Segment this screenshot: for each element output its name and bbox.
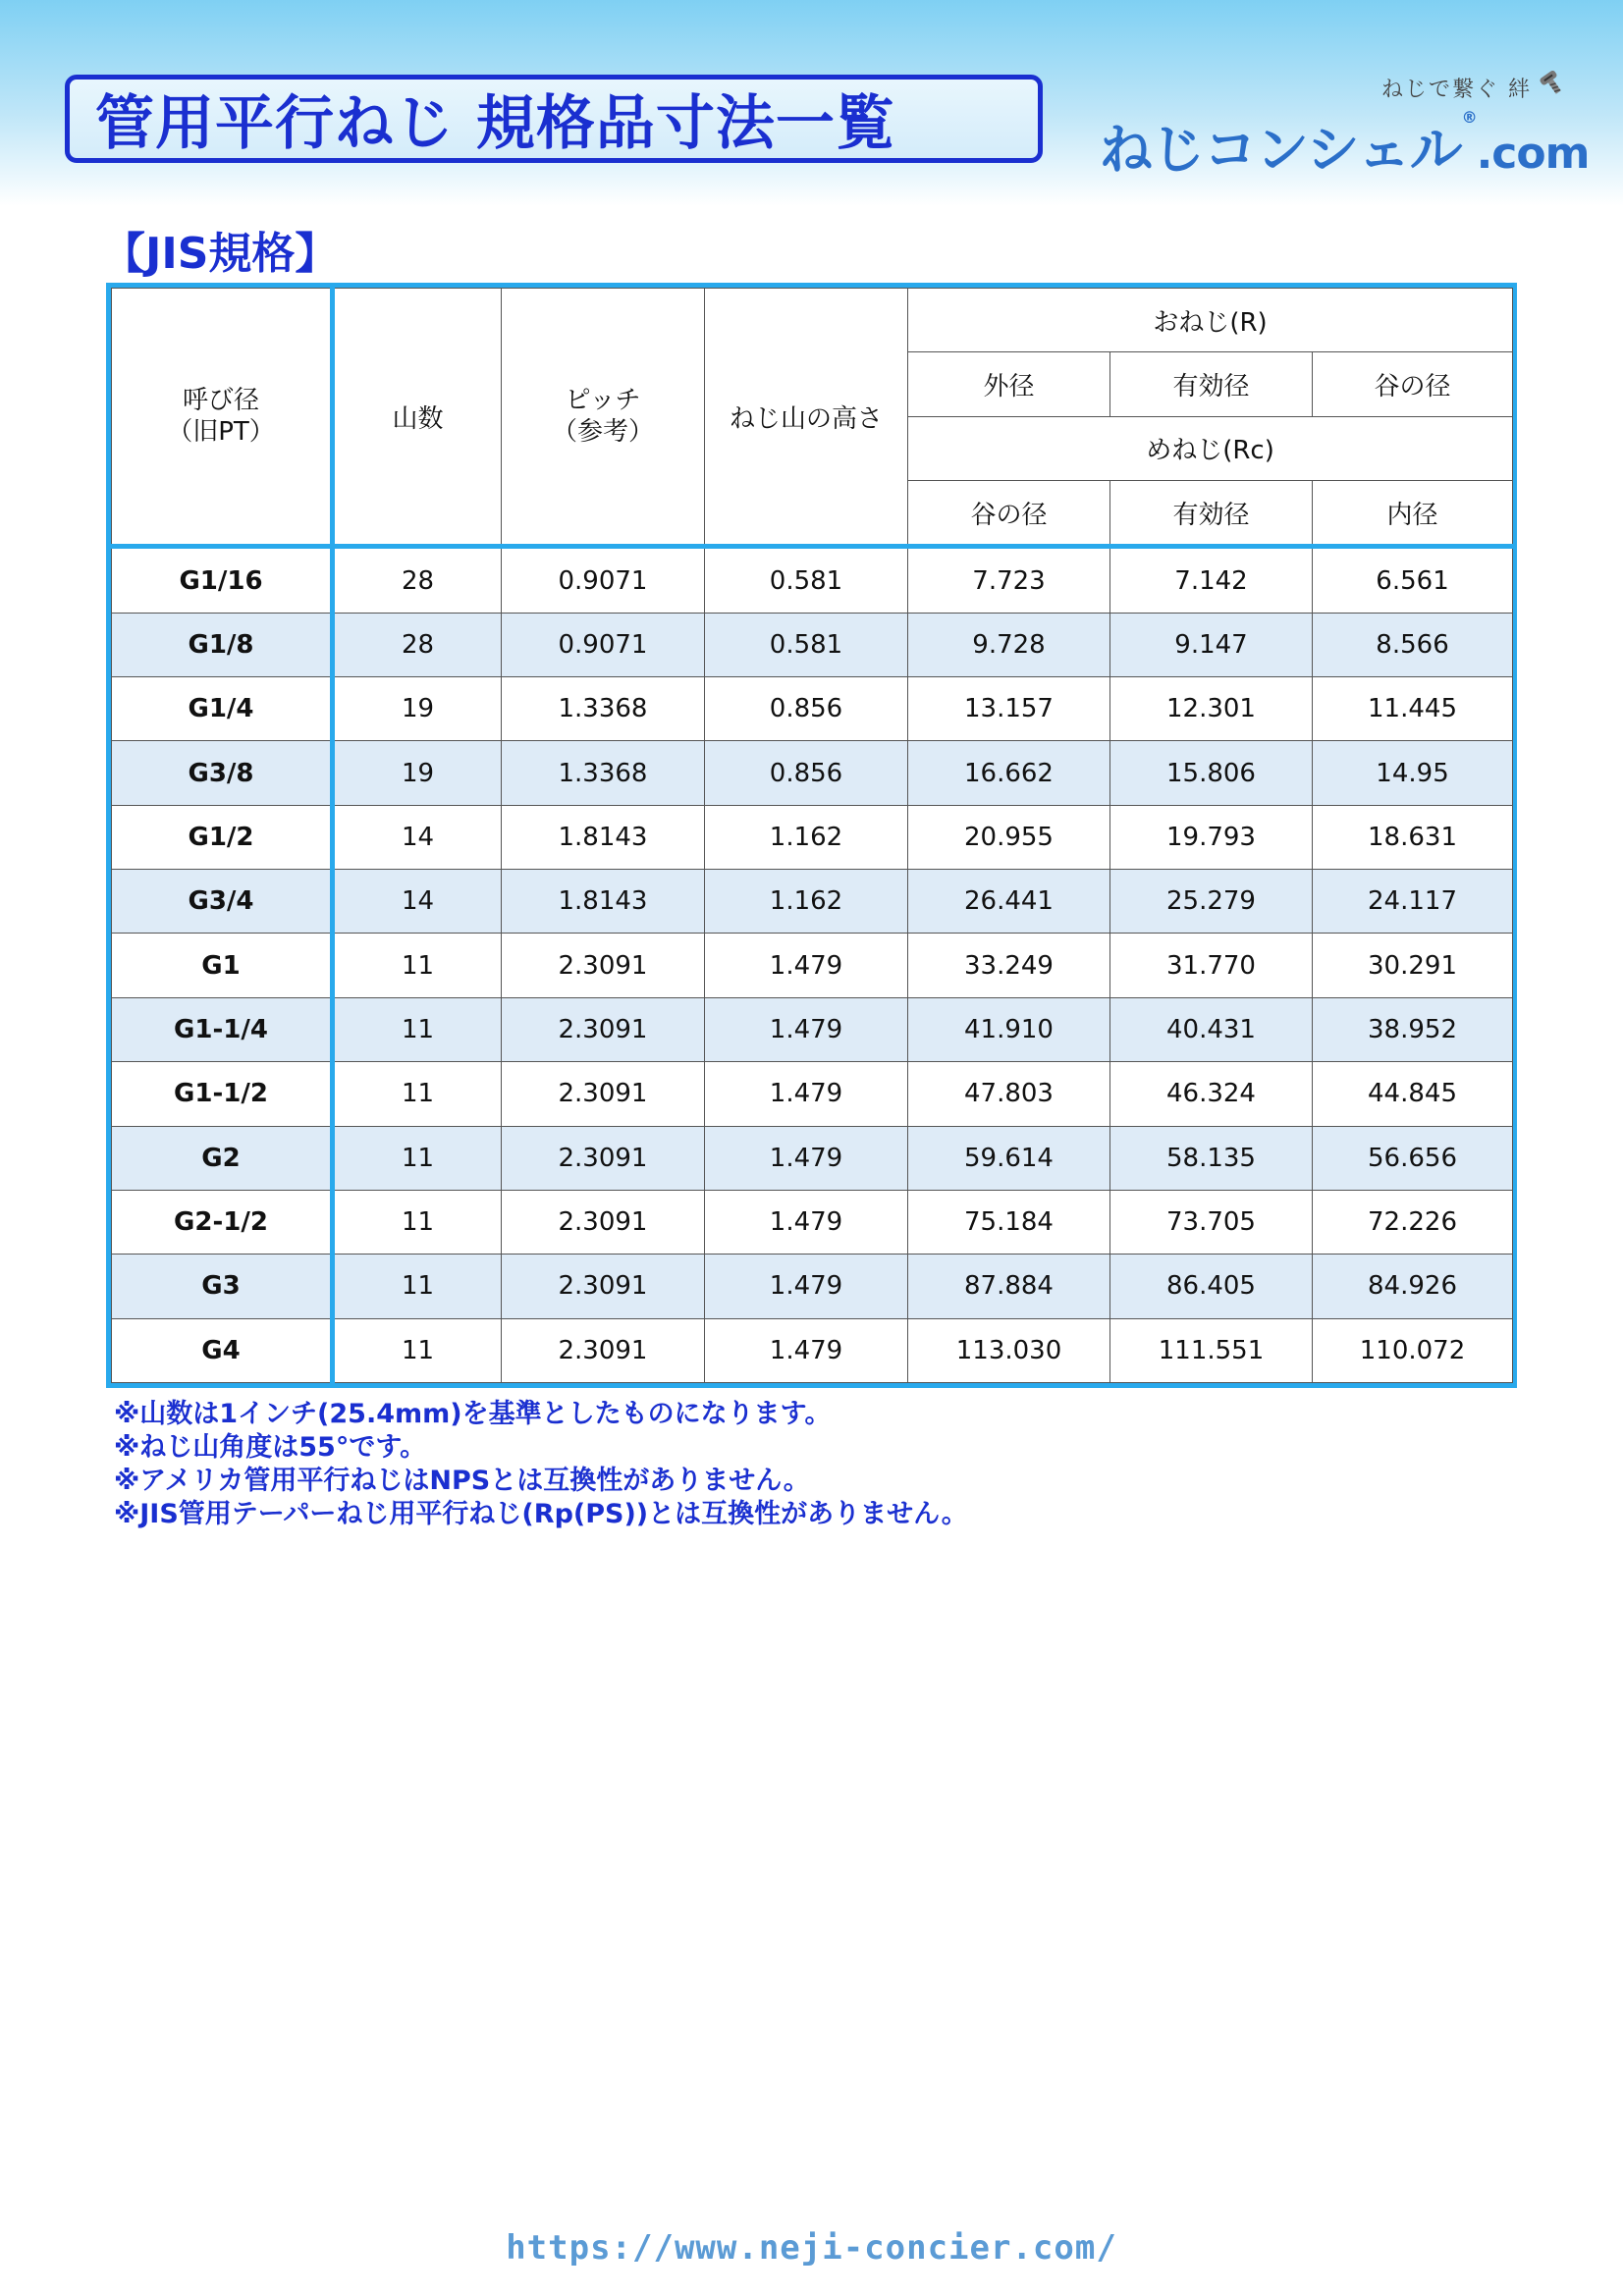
table-cell: 110.072 — [1313, 1318, 1513, 1382]
table-cell: 1.479 — [705, 1255, 908, 1318]
table-cell: 1.479 — [705, 1126, 908, 1190]
table-cell: 1.8143 — [502, 870, 705, 934]
table-cell: 20.955 — [908, 805, 1110, 869]
cell-nominal: G1 — [112, 934, 333, 997]
table-cell: 9.728 — [908, 613, 1110, 676]
table-cell: 44.845 — [1313, 1062, 1513, 1126]
table-cell: 47.803 — [908, 1062, 1110, 1126]
table-cell: 46.324 — [1110, 1062, 1313, 1126]
table-cell: 13.157 — [908, 677, 1110, 741]
table-row — [112, 613, 1513, 676]
spec-table — [111, 288, 1513, 1383]
table-row — [112, 1255, 1513, 1318]
cell-nominal: G3/8 — [112, 741, 333, 805]
table-cell: 24.117 — [1313, 870, 1513, 934]
table-cell: 38.952 — [1313, 997, 1513, 1061]
header-female-effective: 有効径 — [1110, 481, 1313, 547]
header-thread-height: ねじ山の高さ — [705, 289, 908, 547]
table-cell: 18.631 — [1313, 805, 1513, 869]
table-cell: 11 — [333, 1190, 502, 1254]
brand-logo-block[interactable] — [1100, 69, 1591, 181]
cell-nominal: G4 — [112, 1318, 333, 1382]
table-row — [112, 741, 1513, 805]
note-line: ※JIS管用テーパーねじ用平行ねじ(Rp(PS))とは互換性がありません。 — [114, 1499, 968, 1529]
table-row — [112, 677, 1513, 741]
table-cell: 1.162 — [705, 870, 908, 934]
table-cell: 28 — [333, 547, 502, 613]
table-cell: 72.226 — [1313, 1190, 1513, 1254]
table-cell: 33.249 — [908, 934, 1110, 997]
note-line: ※アメリカ管用平行ねじはNPSとは互換性がありません。 — [114, 1466, 810, 1496]
table-cell: 2.3091 — [502, 1062, 705, 1126]
table-cell: 56.656 — [1313, 1126, 1513, 1190]
table-cell: 2.3091 — [502, 1255, 705, 1318]
cell-nominal: G3 — [112, 1255, 333, 1318]
table-cell: 1.479 — [705, 1062, 908, 1126]
table-row — [112, 1190, 1513, 1254]
table-cell: 1.3368 — [502, 677, 705, 741]
table-cell: 2.3091 — [502, 1318, 705, 1382]
cell-nominal: G2 — [112, 1126, 333, 1190]
table-cell: 59.614 — [908, 1126, 1110, 1190]
table-cell: 1.479 — [705, 1318, 908, 1382]
cell-nominal: G1-1/2 — [112, 1062, 333, 1126]
table-cell: 26.441 — [908, 870, 1110, 934]
cell-nominal: G1/4 — [112, 677, 333, 741]
table-row — [112, 805, 1513, 869]
table-cell: 40.431 — [1110, 997, 1313, 1061]
table-cell: 1.162 — [705, 805, 908, 869]
table-cell: 2.3091 — [502, 1190, 705, 1254]
table-cell: 75.184 — [908, 1190, 1110, 1254]
header-male-root: 谷の径 — [1313, 352, 1513, 416]
header-threads: 山数 — [333, 289, 502, 547]
table-cell: 11 — [333, 997, 502, 1061]
table-cell: 14.95 — [1313, 741, 1513, 805]
table-cell: 19.793 — [1110, 805, 1313, 869]
table-cell: 15.806 — [1110, 741, 1313, 805]
brand-name — [1100, 108, 1589, 184]
header-male-group: おねじ(R) — [908, 289, 1513, 352]
table-row — [112, 1062, 1513, 1126]
table-cell: 11 — [333, 1126, 502, 1190]
registered-mark: ® — [1461, 108, 1477, 127]
table-cell: 1.8143 — [502, 805, 705, 869]
table-cell: 0.856 — [705, 741, 908, 805]
table-cell: 25.279 — [1110, 870, 1313, 934]
section-heading: 【JIS規格】 — [102, 229, 339, 279]
table-cell: 86.405 — [1110, 1255, 1313, 1318]
table-cell: 58.135 — [1110, 1126, 1313, 1190]
table-cell: 87.884 — [908, 1255, 1110, 1318]
table-cell: 2.3091 — [502, 1126, 705, 1190]
table-cell: 0.581 — [705, 613, 908, 676]
table-body — [112, 547, 1513, 1383]
table-cell: 0.9071 — [502, 547, 705, 613]
table-cell: 1.479 — [705, 1190, 908, 1254]
table-row — [112, 997, 1513, 1061]
table-cell: 1.479 — [705, 934, 908, 997]
table-row — [112, 934, 1513, 997]
cell-nominal: G1/16 — [112, 547, 333, 613]
table-cell: 113.030 — [908, 1318, 1110, 1382]
table-cell: 19 — [333, 677, 502, 741]
cell-nominal: G1-1/4 — [112, 997, 333, 1061]
title-box — [65, 75, 1043, 163]
header-male-outer: 外径 — [908, 352, 1110, 416]
table-cell: 11 — [333, 1318, 502, 1382]
brand-tagline: ねじで繋ぐ 絆 — [1381, 78, 1532, 102]
cell-nominal: G2-1/2 — [112, 1190, 333, 1254]
screw-icon — [1538, 69, 1567, 98]
cell-nominal: G1/2 — [112, 805, 333, 869]
notes — [114, 1398, 1390, 1531]
header-female-root: 谷の径 — [908, 481, 1110, 547]
header-nominal — [112, 289, 333, 547]
table-cell: 0.9071 — [502, 613, 705, 676]
brand-domain: .com — [1476, 129, 1590, 179]
header-male-effective: 有効径 — [1110, 352, 1313, 416]
table-cell: 19 — [333, 741, 502, 805]
table-cell: 73.705 — [1110, 1190, 1313, 1254]
table-cell: 8.566 — [1313, 613, 1513, 676]
table-cell: 31.770 — [1110, 934, 1313, 997]
table-cell: 11 — [333, 1255, 502, 1318]
table-row — [112, 547, 1513, 613]
table-cell: 11.445 — [1313, 677, 1513, 741]
header-pitch — [502, 289, 705, 547]
note-line: ※ねじ山角度は55°です。 — [114, 1432, 427, 1463]
table-cell: 7.142 — [1110, 547, 1313, 613]
table-cell: 84.926 — [1313, 1255, 1513, 1318]
table-cell: 12.301 — [1110, 677, 1313, 741]
table-cell: 11 — [333, 1062, 502, 1126]
table-cell: 2.3091 — [502, 997, 705, 1061]
page-title: 管用平行ねじ 規格品寸法一覧 — [95, 89, 895, 158]
table-cell: 9.147 — [1110, 613, 1313, 676]
table-cell: 111.551 — [1110, 1318, 1313, 1382]
table-cell: 41.910 — [908, 997, 1110, 1061]
header-female-inner: 内径 — [1313, 481, 1513, 547]
table-cell: 16.662 — [908, 741, 1110, 805]
table-cell: 0.581 — [705, 547, 908, 613]
brand-name-text: ねじコンシェル — [1100, 119, 1462, 181]
header-nominal-sub: （旧PT） — [167, 417, 275, 448]
table-cell: 6.561 — [1313, 547, 1513, 613]
table-row — [112, 1318, 1513, 1382]
footer-url-link[interactable]: https://www.neji-concier.com/ — [506, 2228, 1117, 2268]
note-line: ※山数は1インチ(25.4mm)を基準としたものになります。 — [114, 1399, 832, 1429]
header-nominal-label: 呼び径 — [182, 385, 259, 415]
header-female-group: めねじ(Rc) — [908, 416, 1513, 480]
cell-nominal: G1/8 — [112, 613, 333, 676]
table-cell: 0.856 — [705, 677, 908, 741]
table-row — [112, 1126, 1513, 1190]
cell-nominal: G3/4 — [112, 870, 333, 934]
table-cell: 7.723 — [908, 547, 1110, 613]
table-cell: 1.479 — [705, 997, 908, 1061]
table-cell: 14 — [333, 805, 502, 869]
table-cell: 30.291 — [1313, 934, 1513, 997]
table-cell: 1.3368 — [502, 741, 705, 805]
table-cell: 28 — [333, 613, 502, 676]
header-pitch-sub: （参考） — [551, 417, 654, 448]
table-row — [112, 870, 1513, 934]
table-cell: 11 — [333, 934, 502, 997]
spec-table-frame — [106, 283, 1517, 1388]
header-pitch-label: ピッチ — [565, 385, 641, 415]
table-cell: 14 — [333, 870, 502, 934]
table-cell: 2.3091 — [502, 934, 705, 997]
